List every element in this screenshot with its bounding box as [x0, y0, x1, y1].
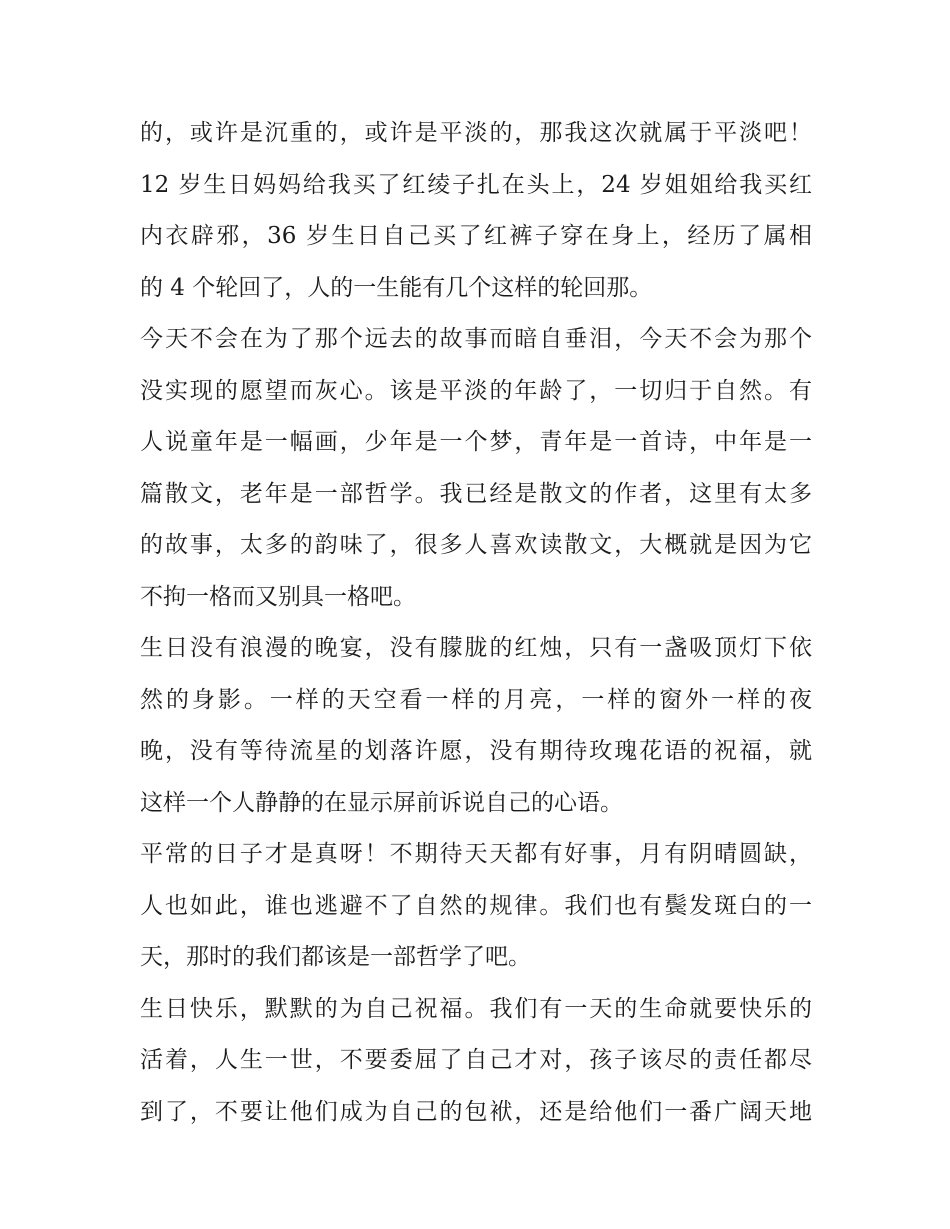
text-line: 天，那时的我们都该是一部哲学了吧。	[140, 944, 531, 970]
text-line: 生日快乐，默默的为自己祝福。我们有一天的生命就要快乐的	[140, 995, 812, 1022]
text-line: 生日没有浪漫的晚宴，没有朦胧的红烛，只有一盏吸顶灯下依	[140, 635, 812, 661]
text-line: 平常的日子才是真呀！不期待天天都有好事，月有阴晴圆缺，	[140, 841, 812, 867]
paragraph-3	[140, 623, 812, 829]
text-line: 这样一个人静静的在显示屏前诉说自己的心语。	[140, 789, 623, 816]
text-line: 人说童年是一幅画，少年是一个梦，青年是一首诗，中年是一	[140, 429, 812, 455]
paragraph-4	[140, 829, 812, 984]
document-body	[140, 108, 812, 1138]
text-line: 活着，人生一世，不要委屈了自己才对，孩子该尽的责任都尽	[140, 1047, 812, 1073]
text-line: 的 4 个轮回了，人的一生能有几个这样的轮回那。	[140, 274, 653, 301]
text-line: 到了，不要让他们成为自己的包袱，还是给他们一番广阔天地	[140, 1098, 812, 1125]
paragraph-5	[140, 984, 812, 1139]
text-line: 晚，没有等待流星的划落许愿，没有期待玫瑰花语的祝福，就	[140, 738, 812, 764]
text-line: 的，或许是沉重的，或许是平淡的，那我这次就属于平淡吧！	[140, 120, 812, 146]
text-line: 不拘一格而又别具一格吧。	[140, 583, 416, 610]
text-line: 内衣辟邪，36 岁生日自己买了红裤子穿在身上，经历了属相	[140, 223, 812, 249]
text-line: 人也如此，谁也逃避不了自然的规律。我们也有鬓发斑白的一	[140, 892, 812, 919]
text-line: 今天不会在为了那个远去的故事而暗自垂泪，今天不会为那个	[140, 326, 812, 352]
text-line: 没实现的愿望而灰心。该是平淡的年龄了，一切归于自然。有	[140, 377, 812, 404]
text-line: 然的身影。一样的天空看一样的月亮，一样的窗外一样的夜	[140, 686, 812, 713]
paragraph-2	[140, 314, 812, 623]
paragraph-1	[140, 108, 812, 314]
text-line: 的故事，太多的韵味了，很多人喜欢读散文，大概就是因为它	[140, 532, 812, 558]
text-line: 12 岁生日妈妈给我买了红绫子扎在头上，24 岁姐姐给我买红	[140, 171, 812, 198]
text-line: 篇散文，老年是一部哲学。我已经是散文的作者，这里有太多	[140, 480, 812, 507]
